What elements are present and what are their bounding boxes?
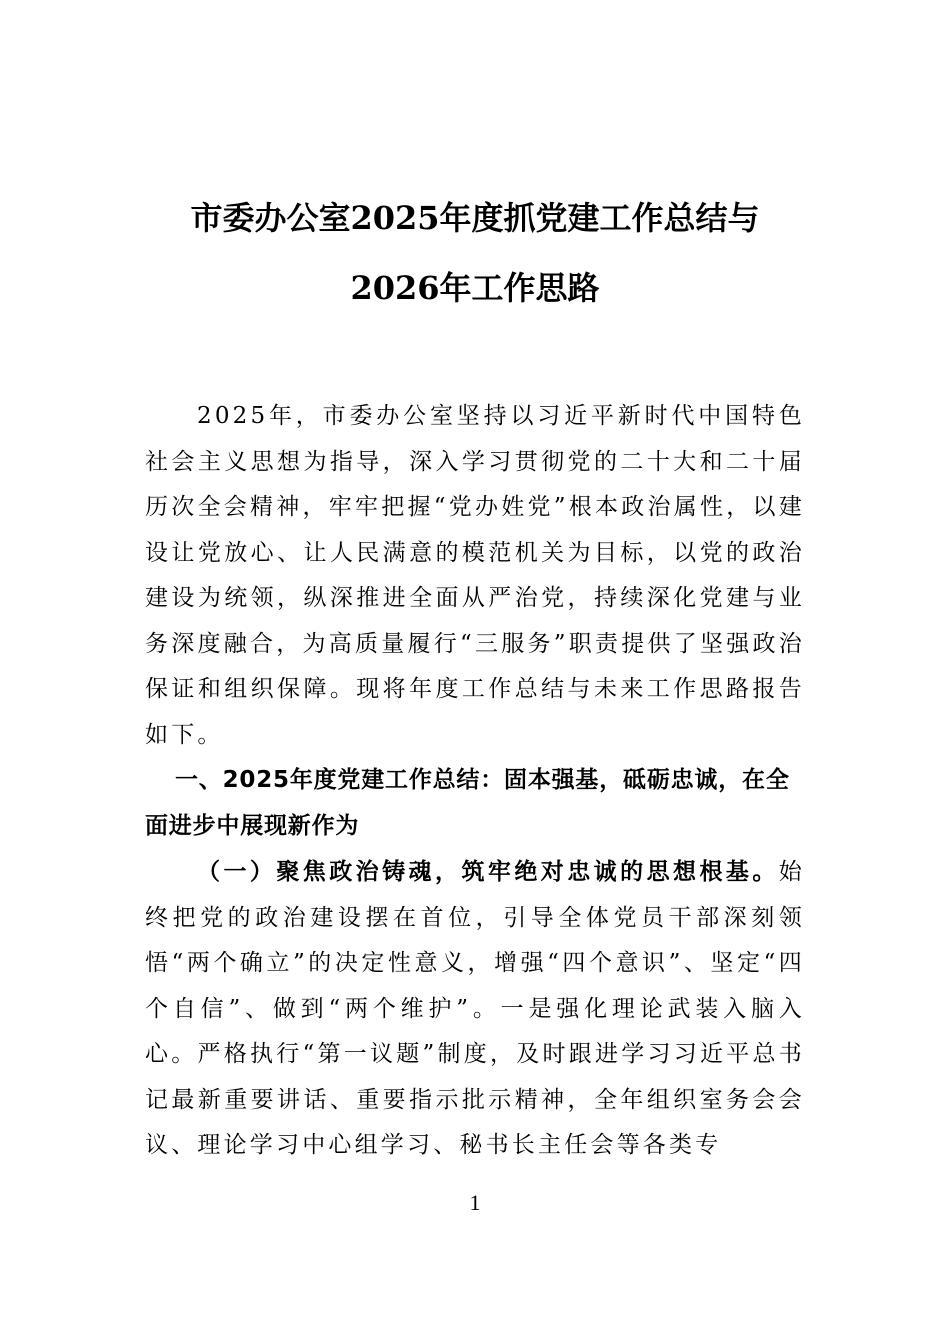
- page-number: 1: [469, 1190, 481, 1215]
- document-title-line-1: 市委办公室2025年度抓党建工作总结与: [190, 199, 760, 237]
- section-heading-1: 一、2025年度党建工作总结：固本强基，砥砺忠诚，在全面进步中展现新作为: [145, 767, 790, 839]
- subsection-paragraph-1: [145, 849, 805, 1169]
- document-title-line-2: 2026年工作思路: [350, 269, 600, 307]
- subsection-heading-1: （一）聚焦政治铸魂，筑牢绝对忠诚的思想根基。: [197, 858, 779, 885]
- subsection-body-1: 始终把党的政治建设摆在首位，引导全体党员干部深刻领悟“两个确立”的决定性意义，增强“四个意识”、坚定“四个自信”、做到“两个维护”。一是强化理论武装入脑入心。严格执行“第一议题”制度，及时跟进学习习近平总书记最新重要讲话、重要指示批示精神，全年组织室务会会议、理论学习中心组学习、秘书长主任会等各类专: [145, 859, 805, 1158]
- intro-paragraph: 2025年，市委办公室坚持以习近平新时代中国特色社会主义思想为指导，深入学习贯彻党的二十大和二十届历次全会精神，牢牢把握“党办姓党”根本政治属性，以建设让党放心、让人民满意的模范机关为目标，以党的政治建设为统领，纵深推进全面从严治党，持续深化党建与业务深度融合，为高质量履行“三服务”职责提供了坚强政治保证和组织保障。现将年度工作总结与未来工作思路报告如下。: [145, 403, 805, 748]
